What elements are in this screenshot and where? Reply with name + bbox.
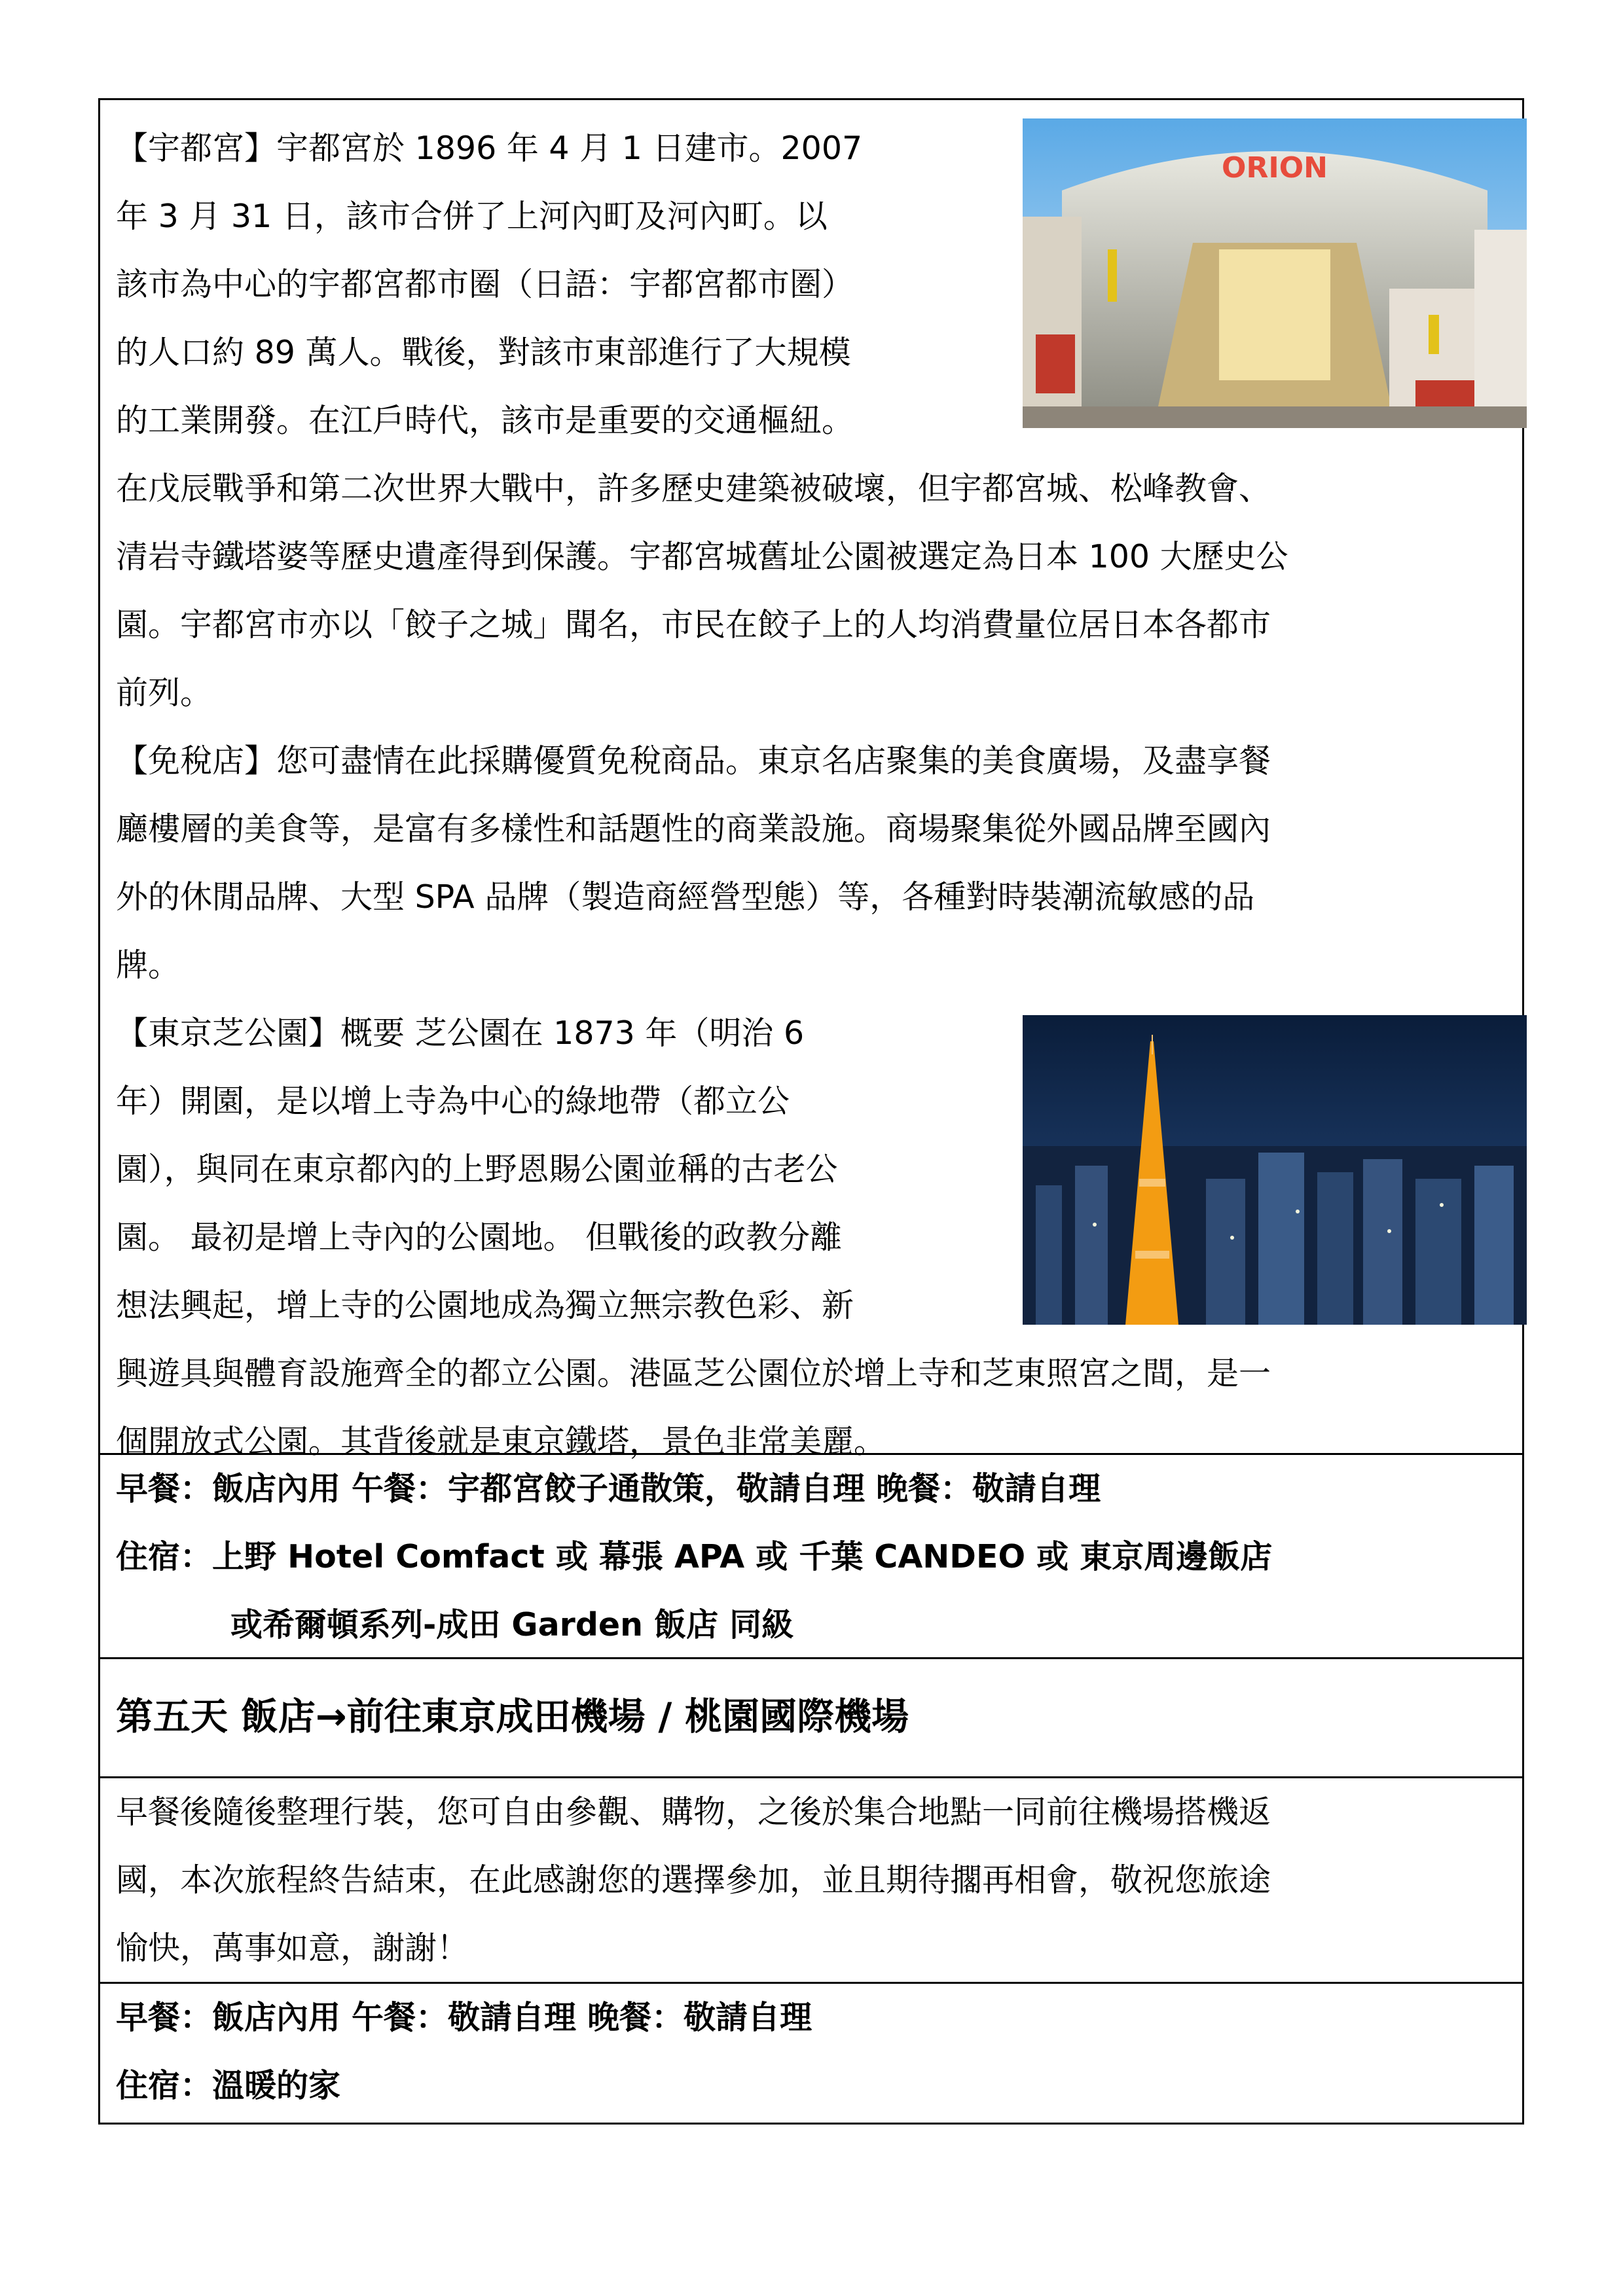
shiba-line: 園。 最初是增上寺內的公園地。 但戰後的政教分離 bbox=[116, 1219, 843, 1256]
utsunomiya-line: 的人口約 89 萬人。戰後，對該市東部進行了大規模 bbox=[116, 334, 851, 371]
shiba-line: 個開放式公園。其背後就是東京鐵塔，景色非常美麗。 bbox=[116, 1423, 886, 1460]
utsunomiya-line: 前列。 bbox=[116, 674, 213, 711]
utsunomiya-line: 園。宇都宮市亦以「餃子之城」聞名，市民在餃子上的人均消費量位居日本各都市 bbox=[116, 606, 1271, 643]
utsunomiya-line: 的工業開發。在江戶時代，該市是重要的交通樞紐。 bbox=[116, 402, 854, 439]
dutyfree-line: 廳樓層的美食等，是富有多樣性和話題性的商業設施。商場聚集從外國品牌至國內 bbox=[116, 810, 1271, 848]
utsunomiya-arcade-photo bbox=[1023, 118, 1527, 428]
dutyfree-line: 牌。 bbox=[116, 946, 181, 984]
tokyo-tower-night-photo bbox=[1023, 1015, 1527, 1325]
day5-line: 國，本次旅程終告結束，在此感謝您的選擇參加，並且期待擱再相會，敬祝您旅途 bbox=[116, 1861, 1271, 1899]
meals-line: 早餐：飯店內用 午餐：敬請自理 晚餐：敬請自理 bbox=[116, 1999, 812, 2036]
day5-meals-section bbox=[100, 1984, 1522, 2123]
day5-description-section bbox=[100, 1778, 1522, 1984]
attractions-section bbox=[100, 100, 1522, 1460]
shiba-line: 想法興起，增上寺的公園地成為獨立無宗教色彩、新 bbox=[116, 1287, 854, 1324]
dutyfree-line: 【免稅店】您可盡情在此採購優質免稅商品。東京名店聚集的美食廣場，及盡享餐 bbox=[116, 742, 1271, 780]
dutyfree-line: 外的休閒品牌、大型 SPA 品牌（製造商經營型態）等，各種對時裝潮流敏感的品 bbox=[116, 878, 1255, 916]
hotel-line-2: 或希爾頓系列-成田 Garden 飯店 同級 bbox=[230, 1606, 794, 1643]
hotel-line: 住宿：溫暖的家 bbox=[116, 2067, 341, 2104]
shiba-line: 園），與同在東京都內的上野恩賜公園並稱的古老公 bbox=[116, 1151, 838, 1188]
arcade-sign: ORION bbox=[1222, 151, 1328, 185]
hotel-options: 上野 Hotel Comfact 或 幕張 APA 或 千葉 CANDEO 或 東京周邊飯店 bbox=[212, 1538, 1273, 1575]
day5-line: 早餐後隨後整理行裝，您可自由參觀、購物，之後於集合地點一同前往機場搭機返 bbox=[116, 1793, 1271, 1831]
shiba-line: 【東京芝公園】概要 芝公園在 1873 年（明治 6 bbox=[116, 1014, 805, 1052]
utsunomiya-line: 在戊辰戰爭和第二次世界大戰中，許多歷史建築被破壞，但宇都宮城、松峰教會、 bbox=[116, 470, 1271, 507]
meals-line: 早餐：飯店內用 午餐：宇都宮餃子通散策，敬請自理 晚餐：敬請自理 bbox=[116, 1470, 1101, 1507]
itinerary-table bbox=[98, 98, 1524, 2125]
hotel-label: 住宿： bbox=[116, 1538, 213, 1575]
dutyfree-text bbox=[116, 727, 1506, 999]
shiba-line: 年）開園，是以增上寺為中心的綠地帶（都立公 bbox=[116, 1083, 790, 1120]
day4-meals-section bbox=[100, 1455, 1522, 1659]
utsunomiya-line: 【宇都宮】宇都宮於 1896 年 4 月 1 日建市。2007 bbox=[116, 130, 863, 167]
utsunomiya-line: 該市為中心的宇都宮都市圈（日語：宇都宮都市圏） bbox=[116, 266, 854, 303]
utsunomiya-line: 清岩寺鐵塔婆等歷史遺產得到保護。宇都宮城舊址公園被選定為日本 100 大歷史公 bbox=[116, 538, 1288, 575]
day5-line: 愉快，萬事如意，謝謝！ bbox=[116, 1929, 469, 1967]
utsunomiya-line: 年 3 月 31 日，該市合併了上河內町及河內町。以 bbox=[116, 198, 828, 235]
hotel-line bbox=[116, 1523, 1506, 1591]
day5-title-section bbox=[100, 1659, 1522, 1778]
day5-title: 第五天 飯店→前往東京成田機場 / 桃園國際機場 bbox=[116, 1695, 909, 1738]
shiba-line: 興遊具與體育設施齊全的都立公園。港區芝公園位於增上寺和芝東照宮之間，是一 bbox=[116, 1355, 1271, 1392]
